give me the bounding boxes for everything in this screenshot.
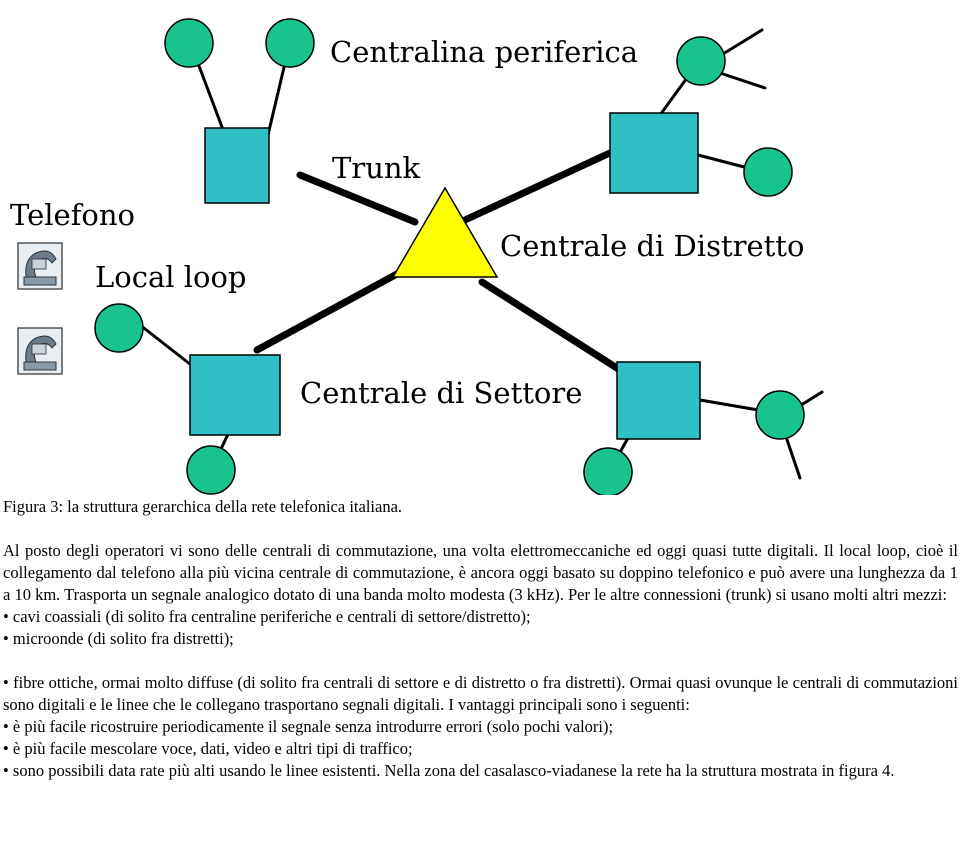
node-circle [266,19,314,67]
node-circle [187,446,235,494]
label-trunk: Trunk [332,151,421,185]
figure-caption: Figura 3: la struttura gerarchica della rete telefonica italiana. [3,497,403,516]
bullet-item [3,628,958,650]
bullet-text: cavi coassiali (di solito fra centraline periferiche e centrali di settore/distretto); [12,607,531,626]
phone-icon [18,243,62,289]
label-telefono: Telefono [10,198,136,232]
body-text [3,540,958,782]
node-circle [165,19,213,67]
bullet-text: sono possibili data rate più alti usando le linee esistenti. Nella zona del casalasco-viadanese la rete ha la struttura mostrata in figura 4. [12,761,895,780]
paragraph: Al posto degli operatori vi sono delle centrali di commutazione, una volta elettromeccaniche ed oggi quasi tutte digitali. Il local loop, cioè il collegamento dal telefono alla più vicina centrale di commutazione, è ancora oggi basato su doppino telefonico e può avere una lunghezza da 1 a 10 km. Trasporta un segnale analogico dotato di una banda molto modesta (3 kHz). Per le altre connessioni (trunk) si usano molti altri mezzi: [3,541,958,604]
node-circle [584,448,632,495]
paragraph-gap [3,650,958,672]
node-circle [677,37,725,85]
label-centrale-settore: Centrale di Settore [300,376,583,410]
bullet-item [3,672,958,716]
centrale-distretto-square-ne [610,113,698,193]
bullet-item [3,738,958,760]
bullet-text: fibre ottiche, ormai molto diffuse (di solito fra centrali di settore e di distretto o fra distretti). Ormai quasi ovunque le centrali di commutazioni sono digitali e le linee che le collegano trasportano segnali digitali. I vantaggi principali sono i seguenti: [3,673,959,714]
bullet-item [3,716,958,738]
node-circle [756,391,804,439]
loop-line [140,325,195,368]
bullet-text: è più facile mescolare voce, dati, video e altri tipi di traffico; [12,739,413,758]
bullet-text: microonde (di solito fra distretti); [12,629,234,648]
bullet-item [3,606,958,628]
phone-icon [18,328,62,374]
node-circle [95,304,143,352]
trunk-line-distretto-ne [465,152,612,220]
label-centralina-periferica: Centralina periferica [330,35,638,69]
label-centrale-distretto: Centrale di Distretto [500,229,805,263]
loop-line [698,155,748,168]
node-circle [744,148,792,196]
bullet-item [3,760,958,782]
bullet-text: è più facile ricostruire periodicamente il segnale senza introdurre errori (solo pochi valori); [12,717,614,736]
centralina-periferica-square [205,128,269,203]
centrale-distretto-triangle [393,188,497,277]
centrale-distretto-square-se [617,362,700,439]
centrale-settore-square [190,355,280,435]
label-local-loop: Local loop [95,260,247,294]
trunk-line-distretto-se [482,282,620,370]
trunk-line-settore [257,268,408,350]
